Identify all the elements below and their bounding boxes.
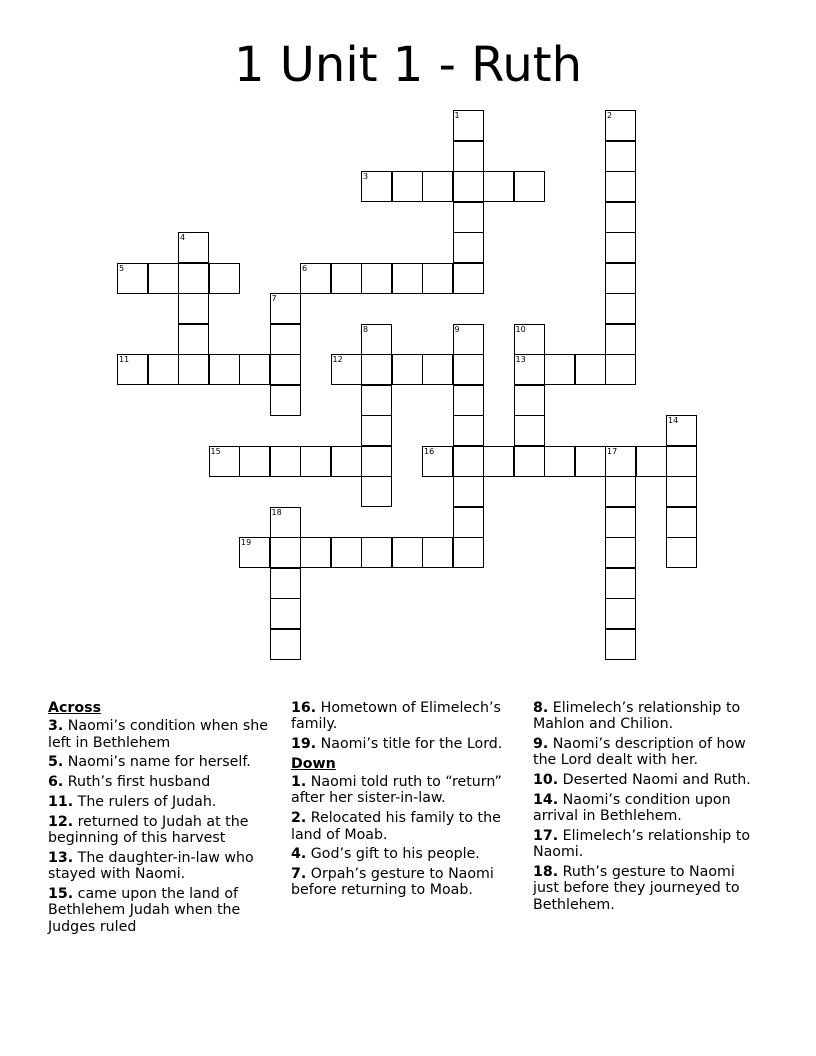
grid-cell[interactable] — [300, 537, 331, 568]
clue-number: 2 — [607, 111, 613, 120]
clue-item — [48, 718, 278, 751]
clue-number-label: 10. — [533, 772, 559, 789]
clue-number: 15 — [210, 446, 221, 456]
grid-cell[interactable] — [239, 354, 270, 385]
grid-cell[interactable] — [270, 354, 301, 385]
grid-cell[interactable] — [361, 415, 392, 446]
clue-number-label: 19. — [291, 736, 317, 753]
clue-item — [533, 736, 763, 769]
clue-number: 4 — [180, 233, 186, 242]
clue-item — [291, 700, 521, 733]
clue-item — [48, 850, 278, 883]
grid-cell[interactable] — [544, 354, 575, 385]
grid-cell[interactable] — [270, 385, 301, 416]
grid-cell[interactable] — [605, 598, 636, 629]
down-heading: Down — [291, 755, 336, 772]
grid-cell[interactable] — [361, 476, 392, 507]
clue-number-label: 17. — [533, 828, 559, 845]
clue-number: 18 — [271, 507, 282, 517]
clue-item — [48, 794, 278, 810]
clue-item — [291, 736, 521, 752]
grid-cell[interactable] — [148, 263, 179, 294]
grid-cell[interactable] — [239, 537, 270, 568]
grid-cell[interactable] — [514, 385, 545, 416]
clue-number-label: 9. — [533, 736, 549, 753]
grid-cell[interactable] — [117, 263, 148, 294]
clue-text: Elimelech’s relationship to Naomi. — [533, 828, 751, 861]
grid-cell[interactable] — [514, 324, 545, 355]
grid-cell[interactable] — [453, 324, 484, 355]
clue-text: Naomi’s title for the Lord. — [316, 736, 503, 753]
grid-cell[interactable] — [270, 537, 301, 568]
grid-cell[interactable] — [361, 537, 392, 568]
clue-text: Naomi’s condition upon arrival in Bethlehem. — [533, 791, 731, 825]
grid-cell[interactable] — [605, 476, 636, 507]
clue-number-label: 5. — [48, 754, 64, 771]
clue-item — [291, 774, 521, 807]
grid-cell[interactable] — [453, 263, 484, 294]
grid-cell[interactable] — [300, 446, 331, 477]
clue-number: 14 — [668, 416, 679, 425]
grid-cell[interactable] — [575, 354, 606, 385]
grid-cell[interactable] — [422, 263, 453, 294]
grid-cell[interactable] — [117, 354, 148, 385]
clue-text: Ruth’s first husband — [63, 774, 211, 791]
grid-cell[interactable] — [453, 171, 484, 202]
clue-item — [48, 774, 278, 790]
grid-cell[interactable] — [666, 537, 697, 568]
clue-text: The daughter-in-law who stayed with Naomi. — [48, 849, 254, 883]
across-heading: Across — [48, 700, 102, 716]
clues-column-2 — [291, 700, 521, 902]
grid-cell[interactable] — [514, 354, 545, 385]
grid-cell[interactable] — [361, 385, 392, 416]
clue-number-label: 12. — [48, 813, 74, 830]
clue-item — [533, 772, 763, 788]
clue-text: Orpah’s gesture to Naomi before returning to Moab. — [291, 866, 494, 899]
clue-number: 16 — [424, 446, 435, 456]
grid-cell[interactable] — [392, 171, 423, 202]
clue-number-label: 16. — [291, 700, 317, 716]
grid-cell[interactable] — [331, 263, 362, 294]
grid-cell[interactable] — [605, 629, 636, 660]
clues-column-1 — [48, 700, 278, 938]
clue-number-label: 3. — [48, 718, 64, 735]
clue-item — [533, 700, 763, 733]
grid-cell[interactable] — [178, 293, 209, 324]
clue-number-label: 15. — [48, 885, 74, 902]
clue-number-label: 1. — [291, 774, 307, 791]
grid-cell[interactable] — [453, 446, 484, 477]
grid-cell[interactable] — [209, 263, 240, 294]
grid-cell[interactable] — [666, 415, 697, 446]
grid-cell[interactable] — [270, 446, 301, 477]
grid-cell[interactable] — [392, 537, 423, 568]
grid-cell[interactable] — [605, 446, 636, 477]
grid-cell[interactable] — [209, 446, 240, 477]
grid-cell[interactable] — [178, 354, 209, 385]
grid-cell[interactable] — [239, 446, 270, 477]
grid-cell[interactable] — [361, 354, 392, 385]
clue-number-label: 18. — [533, 864, 559, 881]
grid-cell[interactable] — [453, 415, 484, 446]
grid-cell[interactable] — [392, 354, 423, 385]
grid-cell[interactable] — [575, 446, 606, 477]
clue-text: Naomi’s description of how the Lord dealt with her. — [533, 736, 746, 769]
grid-cell[interactable] — [514, 171, 545, 202]
grid-cell[interactable] — [666, 507, 697, 538]
clue-text: returned to Judah at the beginning of this harvest — [48, 813, 249, 847]
clue-number: 1 — [454, 111, 460, 120]
clue-text: Naomi’s name for herself. — [63, 754, 251, 771]
clue-number-label: 11. — [48, 793, 74, 810]
clue-text: Relocated his family to the land of Moab. — [291, 810, 501, 843]
grid-cell[interactable] — [361, 263, 392, 294]
grid-cell[interactable] — [148, 354, 179, 385]
grid-cell[interactable] — [514, 446, 545, 477]
clue-number-label: 14. — [533, 791, 559, 808]
clue-number-label: 4. — [291, 846, 307, 863]
clue-item — [48, 814, 278, 847]
clues-column-3 — [533, 700, 763, 917]
clue-number: 17 — [607, 446, 618, 456]
grid-cell[interactable] — [453, 507, 484, 538]
clue-text: Hometown of Elimelech’s family. — [291, 700, 501, 733]
grid-cell[interactable] — [361, 171, 392, 202]
clue-item — [533, 828, 763, 861]
grid-cell[interactable] — [605, 141, 636, 172]
grid-cell[interactable] — [422, 171, 453, 202]
grid-cell[interactable] — [605, 171, 636, 202]
clue-number: 3 — [363, 172, 369, 181]
clue-text: God’s gift to his people. — [306, 846, 480, 863]
grid-cell[interactable] — [666, 476, 697, 507]
clue-item — [48, 886, 278, 935]
clue-number: 11 — [119, 355, 130, 364]
grid-cell[interactable] — [453, 354, 484, 385]
grid-cell[interactable] — [514, 415, 545, 446]
grid-cell[interactable] — [270, 293, 301, 324]
grid-cell[interactable] — [178, 324, 209, 355]
grid-cell[interactable] — [453, 110, 484, 141]
clue-text: Naomi told ruth to “return” after her sister-in-law. — [291, 774, 502, 807]
clue-item — [48, 754, 278, 770]
grid-cell[interactable] — [178, 232, 209, 263]
grid-cell[interactable] — [605, 293, 636, 324]
grid-cell[interactable] — [209, 354, 240, 385]
clue-number: 10 — [515, 324, 526, 334]
grid-cell[interactable] — [361, 324, 392, 355]
grid-cell[interactable] — [453, 202, 484, 233]
grid-cell[interactable] — [422, 446, 453, 477]
grid-cell[interactable] — [544, 446, 575, 477]
grid-cell[interactable] — [453, 476, 484, 507]
clue-number: 19 — [241, 538, 252, 547]
clue-text: Elimelech’s relationship to Mahlon and Chilion. — [533, 700, 741, 733]
clue-number: 5 — [119, 263, 125, 273]
grid-cell[interactable] — [605, 263, 636, 294]
grid-cell[interactable] — [331, 446, 362, 477]
clue-number: 8 — [363, 324, 369, 334]
clue-item — [533, 792, 763, 825]
grid-cell[interactable] — [605, 232, 636, 263]
grid-cell[interactable] — [605, 324, 636, 355]
clue-text: Deserted Naomi and Ruth. — [558, 772, 751, 789]
clue-number: 12 — [332, 355, 343, 364]
clue-text: came upon the land of Bethlehem Judah when the Judges ruled — [48, 885, 241, 935]
grid-cell[interactable] — [453, 385, 484, 416]
grid-cell[interactable] — [453, 141, 484, 172]
clue-number: 6 — [302, 263, 308, 273]
grid-cell[interactable] — [605, 537, 636, 568]
grid-cell[interactable] — [636, 446, 667, 477]
grid-cell[interactable] — [422, 354, 453, 385]
grid-cell[interactable] — [483, 171, 514, 202]
clue-number-label: 13. — [48, 849, 74, 866]
clue-number: 9 — [454, 324, 460, 334]
grid-cell[interactable] — [270, 598, 301, 629]
page-title: 1 Unit 1 - Ruth — [234, 37, 582, 93]
grid-cell[interactable] — [331, 537, 362, 568]
grid-cell[interactable] — [605, 507, 636, 538]
clue-number-label: 7. — [291, 866, 307, 883]
clue-item — [291, 846, 521, 862]
grid-cell[interactable] — [331, 354, 362, 385]
grid-cell[interactable] — [300, 263, 331, 294]
clue-text: Ruth’s gesture to Naomi just before they journeyed to Bethlehem. — [533, 864, 740, 913]
grid-cell[interactable] — [605, 202, 636, 233]
grid-cell[interactable] — [453, 537, 484, 568]
clue-item — [291, 866, 521, 899]
grid-cell[interactable] — [270, 629, 301, 660]
grid-cell[interactable] — [270, 568, 301, 599]
clue-number-label: 6. — [48, 774, 64, 791]
clue-number: 7 — [271, 294, 277, 303]
grid-cell[interactable] — [178, 263, 209, 294]
grid-cell[interactable] — [666, 446, 697, 477]
grid-cell[interactable] — [270, 324, 301, 355]
grid-cell[interactable] — [422, 537, 453, 568]
grid-cell[interactable] — [483, 446, 514, 477]
grid-cell[interactable] — [605, 110, 636, 141]
grid-cell[interactable] — [392, 263, 423, 294]
clue-number-label: 2. — [291, 810, 307, 827]
clue-number-label: 8. — [533, 700, 549, 716]
grid-cell[interactable] — [361, 446, 392, 477]
grid-cell[interactable] — [270, 507, 301, 538]
grid-cell[interactable] — [453, 232, 484, 263]
clue-number: 13 — [515, 355, 526, 364]
clue-item — [291, 810, 521, 843]
grid-cell[interactable] — [605, 354, 636, 385]
grid-cell[interactable] — [605, 568, 636, 599]
clue-item — [533, 864, 763, 913]
clue-text: The rulers of Judah. — [73, 793, 217, 810]
clue-text: Naomi’s condition when she left in Bethlehem — [48, 718, 268, 751]
